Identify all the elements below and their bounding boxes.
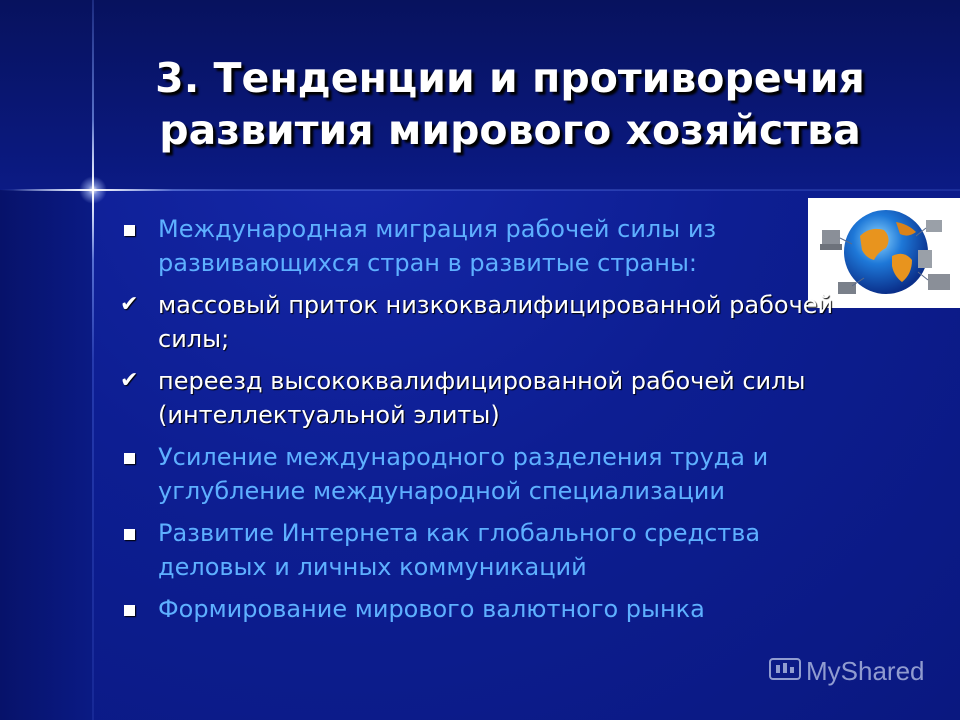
title-line-1: 3. Тенденции и противоречия (155, 54, 865, 102)
item-text: Усиление международного разделения труда и (158, 443, 769, 471)
square-bullet-icon (124, 605, 135, 616)
watermark-text: MyShared (806, 656, 925, 686)
slide-title (100, 52, 920, 156)
square-bullet-icon (124, 529, 135, 540)
title-line-2: развития мирового хозяйства (159, 106, 861, 154)
item-text: Международная миграция рабочей силы из (158, 215, 717, 243)
item-text: углубление международной специализации (158, 477, 725, 505)
item-text: Развитие Интернета как глобального средства (158, 519, 761, 547)
item-text: силы; (158, 325, 230, 353)
checkmark-icon: ✔ (120, 292, 139, 317)
checkmark-icon: ✔ (120, 368, 139, 393)
list-subitem (118, 364, 898, 432)
watermark (768, 654, 925, 691)
square-bullet-icon (124, 453, 135, 464)
list-subitem (118, 288, 898, 356)
item-text: деловых и личных коммуникаций (158, 553, 587, 581)
item-text: массовый приток низкоквалифицированной рабочей (158, 291, 834, 319)
list-item (118, 212, 898, 280)
item-text: развивающихся стран в развитые страны: (158, 249, 697, 277)
square-bullet-icon (124, 225, 135, 236)
list-item (118, 592, 898, 626)
item-text: переезд высококвалифицированной рабочей силы (158, 367, 806, 395)
vertical-divider (92, 0, 94, 720)
list-item (118, 440, 898, 508)
item-text: (интеллектуальной элиты) (158, 401, 500, 429)
item-text: Формирование мирового валютного рынка (158, 595, 705, 623)
watermark-logo-icon (768, 655, 802, 691)
list-item (118, 516, 898, 584)
bullet-list (118, 212, 898, 626)
